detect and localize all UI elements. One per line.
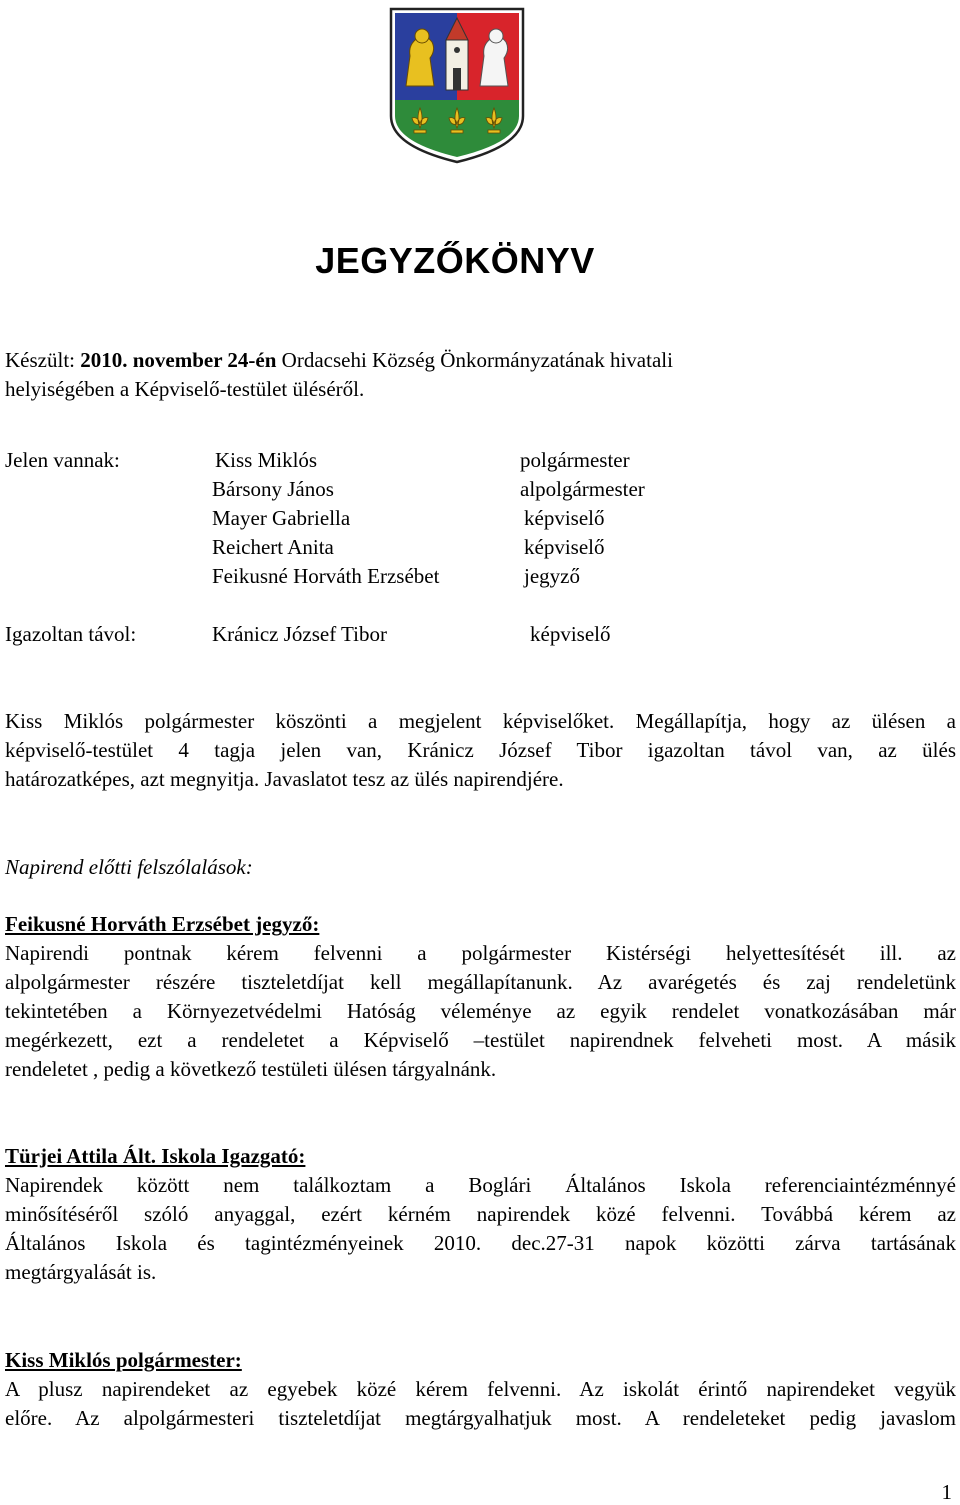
- present-name: Feikusné Horváth Erzsébet: [212, 564, 440, 588]
- absent-name: Kránicz József Tibor: [212, 622, 387, 646]
- speaker-line: előre. Az alpolgármesteri tiszteletdíjat megtárgyalhatjuk most. A rendeleteket pedig javaslom: [5, 1406, 956, 1430]
- speaker-paragraph: [5, 1375, 956, 1433]
- intro-paragraph: [5, 707, 956, 794]
- speaker-line: Általános Iskola és tagintézményeinek 2010. dec.27-31 napok közötti zárva tartásának: [5, 1231, 956, 1255]
- speaker-paragraph: [5, 1171, 956, 1287]
- speaker-heading: Kiss Miklós polgármester:: [5, 1348, 242, 1372]
- present-role: alpolgármester: [520, 477, 645, 501]
- speaker-heading: Türjei Attila Ált. Iskola Igazgató:: [5, 1144, 306, 1168]
- absent-label: Igazoltan távol:: [5, 622, 137, 646]
- speaker-line: Napirendi pontnak kérem felvenni a polgármester Kistérségi helyettesítését ill. az: [5, 941, 956, 965]
- speaker-line: alpolgármester részére tiszteletdíjat kell megállapítanunk. Az avarégetés és zaj rendeletünk: [5, 970, 956, 994]
- made-prefix: Készült:: [5, 348, 81, 372]
- absent-role: képviselő: [530, 622, 611, 646]
- speaker-line: A plusz napirendeket az egyebek közé kérem felvenni. Az iskolát érintő napirendeket vegyük: [5, 1377, 956, 1401]
- present-role: polgármester: [520, 448, 630, 472]
- made-line-1: [5, 346, 673, 375]
- present-name: Bársony János: [212, 477, 334, 501]
- intro-line: képviselő-testület 4 tagja jelen van, Kránicz József Tibor igazoltan távol van, az ülés: [5, 738, 956, 762]
- intro-line: határozatképes, azt megnyitja. Javaslatot tesz az ülés napirendjére.: [5, 767, 564, 791]
- speaker-heading: Feikusné Horváth Erzsébet jegyző:: [5, 912, 320, 936]
- made-line-2: helyiségében a Képviselő-testület üléséről.: [5, 377, 365, 401]
- speaker-line: megtárgyalását is.: [5, 1260, 157, 1284]
- made-rest: Ordacsehi Község Önkormányzatának hivatali: [276, 348, 673, 372]
- speaker-line: Napirendek között nem találkoztam a Boglári Általános Iskola referenciaintézménnyé: [5, 1173, 956, 1197]
- coat-of-arms-logo: [388, 6, 526, 164]
- pre-agenda-heading: Napirend előtti felszólalások:: [5, 855, 253, 879]
- present-role: jegyző: [524, 564, 580, 588]
- present-name: Mayer Gabriella: [212, 506, 351, 530]
- present-role: képviselő: [524, 506, 605, 530]
- speaker-line: rendeletet , pedig a következő testületi ülésen tárgyalnánk.: [5, 1057, 497, 1081]
- document-title: JEGYZŐKÖNYV: [315, 240, 595, 281]
- present-name: Reichert Anita: [212, 535, 334, 559]
- speaker-line: minősítéséről szóló anyaggal, ezért kérném napirendek közé felvenni. Továbbá kérem az: [5, 1202, 956, 1226]
- present-role: képviselő: [524, 535, 605, 559]
- speaker-line: tekintetében a Környezetvédelmi Hatóság véleménye az egyik rendelet vonatkozásában már: [5, 999, 956, 1023]
- speaker-paragraph: [5, 939, 956, 1084]
- present-label: Jelen vannak:: [5, 448, 120, 472]
- made-date: 2010. november 24-én: [80, 348, 277, 372]
- intro-line: Kiss Miklós polgármester köszönti a megjelent képviselőket. Megállapítja, hogy az ülésen a: [5, 709, 956, 733]
- speaker-line: megérkezett, ezt a rendeletet a Képviselő –testület napirendnek felveheti most. A másik: [5, 1028, 956, 1052]
- present-name: Kiss Miklós: [215, 448, 318, 472]
- page-number: 1: [941, 1480, 952, 1504]
